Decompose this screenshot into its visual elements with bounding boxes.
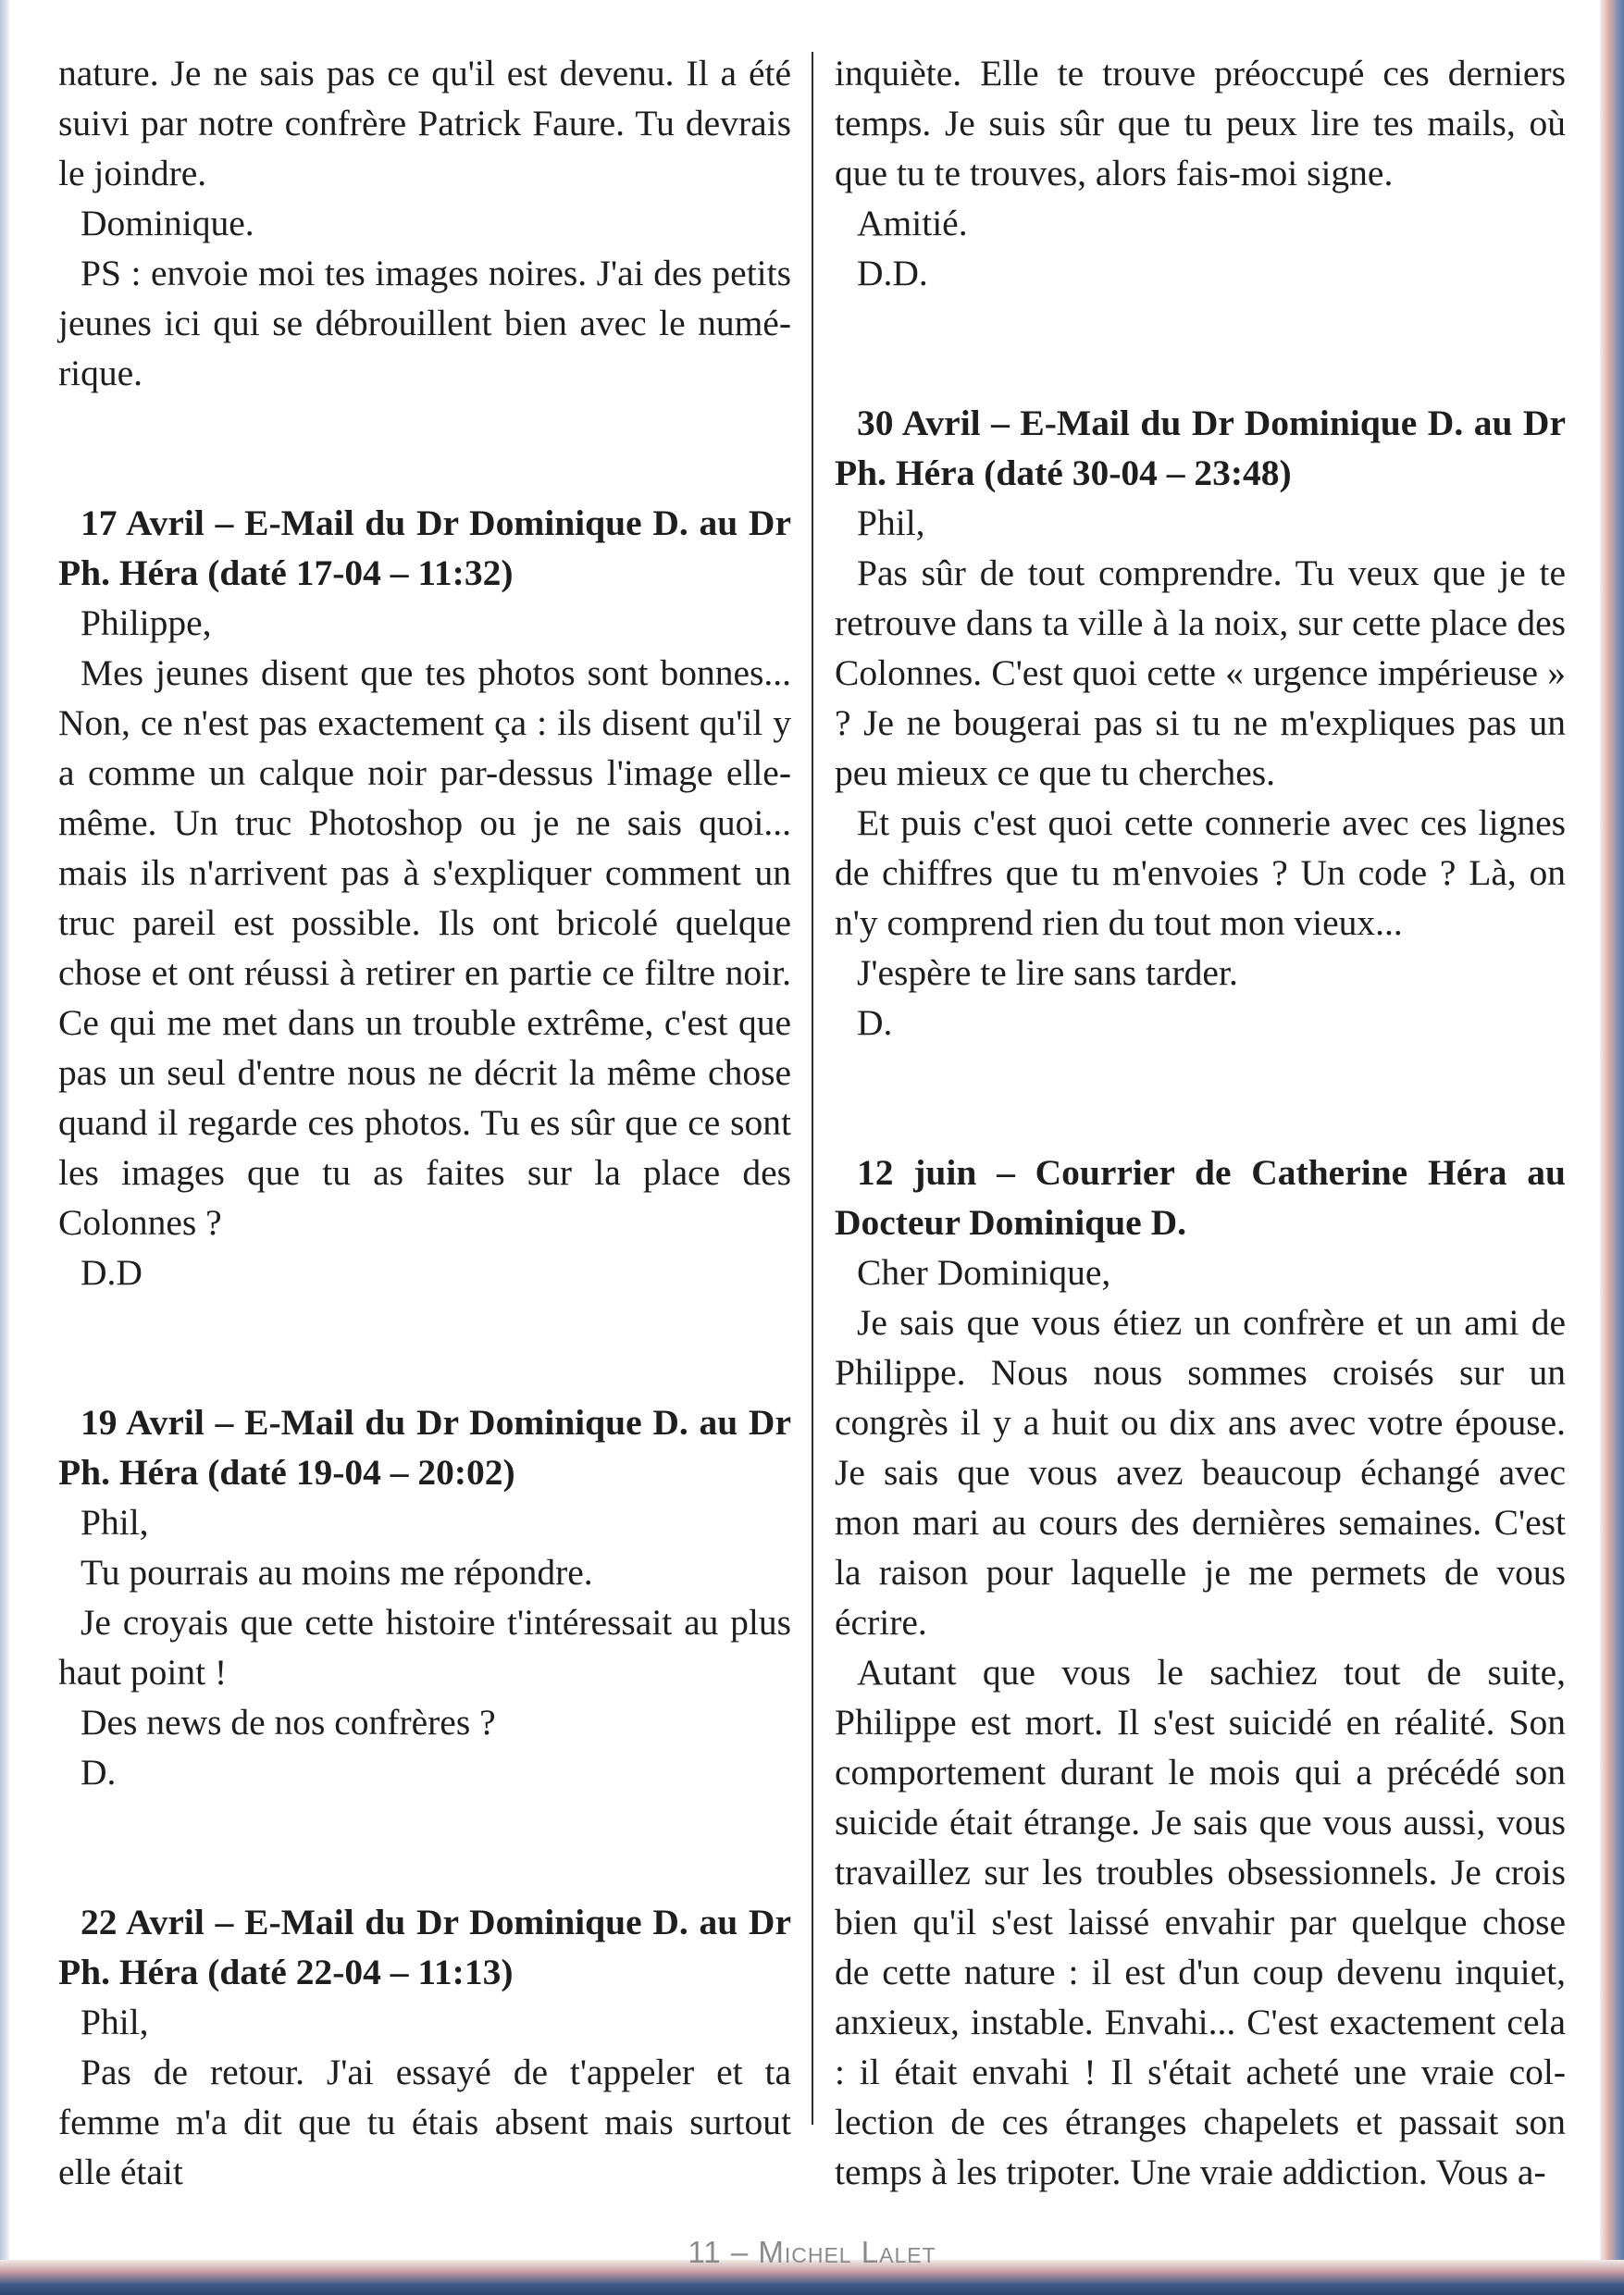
paragraph: J'espère te lire sans tarder. (857, 952, 1238, 993)
paragraph: Dominique. (81, 203, 254, 243)
author-name: Michel Lalet (758, 2235, 936, 2269)
paragraph: Cher Dominique, (857, 1252, 1111, 1293)
paragraph: Mes jeunes disent que tes photos sont bonnes... Non, ce n'est pas exactement ça : ils disent qu'il y a comme un calque noir par-dessus l'image elle-même. Un truc Photoshop ou je ne sais quoi... mais ils n'arrivent pas à s'expliquer comment un truc pareil est possible. Ils ont bricolé quelque chose et ont réussi à retirer en partie ce filtre noir. Ce qui me met dans un trouble extrême, c'est que pas un seul d'entre nous ne décrit la même chose quand il regarde ces photos. Tu es sûr que ce sont les images que tu as faites sur la place des Colonnes ? (58, 652, 791, 1243)
paragraph: Pas sûr de tout comprendre. Tu veux que je te retrouve dans ta ville à la noix, sur cette place des Colonnes. C'est quoi cette « urgence impérieuse » ? Je ne bougerai pas si tu ne m'expliques pas un peu mieux ce que tu cherches. (835, 552, 1566, 793)
paragraph: D. (81, 1752, 117, 1793)
paragraph: Des news de nos confrères ? (81, 1702, 496, 1743)
paragraph: D. (857, 1002, 893, 1043)
paragraph: Philippe, (81, 602, 212, 643)
page-edge-left (0, 0, 9, 2295)
section-spacer (58, 1297, 791, 1397)
section-spacer (58, 1797, 791, 1897)
paragraph: Autant que vous le sachiez tout de suite, Philippe est mort. Il s'est suicidé en réalité. Son comportement durant le mois qui a précédé son suicide était étrange. Je sais que vous aussi, vous travaillez sur les troubles obsessionnels. Je crois bien qu'il s'est laissé envahir par quelque chose de cette nature : il est d'un coup devenu inquiet, anxieux, instable. Envahi... C'est exactement cela : il était envahi ! Il s'était acheté une vraie collection de ces étranges chapelets et passait son temps à les tripoter. Une vraie addiction. Vous a- (835, 1652, 1566, 2192)
section-heading: 30 Avril – E-Mail du Dr Dominique D. au Dr Ph. Héra (daté 30-04 – 23:48) (835, 403, 1566, 493)
section-heading: 22 Avril – E-Mail du Dr Dominique D. au Dr Ph. Héra (daté 22-04 – 11:13) (58, 1902, 791, 1992)
paragraph: Phil, (81, 1502, 149, 1543)
section-spacer (835, 1048, 1566, 1148)
paragraph: D.D (81, 1252, 143, 1293)
paragraph: Et puis c'est quoi cette connerie avec ces lignes de chiffres que tu m'envoies ? Un code ? Là, on n'y comprend rien du tout mon vieux... (835, 802, 1566, 943)
paragraph: Pas de retour. J'ai essayé de t'appeler et ta femme m'a dit que tu étais absent mais surtout elle était (58, 2052, 791, 2192)
section-heading: 19 Avril – E-Mail du Dr Dominique D. au Dr Ph. Héra (daté 19-04 – 20:02) (58, 1402, 791, 1493)
paragraph: inquiète. Elle te trouve préoccupé ces derniers temps. Je suis sûr que tu peux lire tes mails, où que tu te trouves, alors fais-moi signe. (835, 53, 1566, 193)
section-spacer (835, 298, 1566, 398)
paragraph: Je sais que vous étiez un confrère et un ami de Philippe. Nous nous sommes croisés sur un congrès il y a huit ou dix ans avec votre épouse. Je sais que vous avez beaucoup échangé avec mon mari au cours des dernières semaines. C'est la raison pour laquelle je me permets de vous écrire. (835, 1302, 1566, 1643)
paragraph: PS : envoie moi tes images noires. J'ai des petits jeunes ici qui se débrouillent bien avec le numérique. (58, 253, 791, 393)
paragraph: nature. Je ne sais pas ce qu'il est devenu. Il a été suivi par notre confrère Patrick Faure. Tu devrais le joindre. (58, 53, 791, 193)
section-spacer (58, 398, 791, 498)
paragraph: Amitié. (857, 203, 968, 243)
column-divider (812, 52, 813, 2125)
section-heading: 12 juin – Courrier de Catherine Héra au Docteur Dominique D. (835, 1152, 1566, 1243)
section-heading: 17 Avril – E-Mail du Dr Dominique D. au Dr Ph. Héra (daté 17-04 – 11:32) (58, 502, 791, 593)
paragraph: Tu pourrais au moins me répondre. (81, 1552, 593, 1593)
page-footer (0, 2235, 1624, 2270)
paragraph: D.D. (857, 253, 928, 293)
paragraph: Phil, (81, 2002, 149, 2042)
page-edge-right (1600, 0, 1624, 2295)
page-number: 11 (688, 2235, 722, 2269)
paragraph: Je croyais que cette histoire t'intéressait au plus haut point ! (58, 1602, 791, 1693)
right-column (835, 48, 1566, 2197)
footer-separator: – (730, 2235, 750, 2269)
paragraph: Phil, (857, 502, 925, 543)
left-column (58, 48, 791, 2197)
